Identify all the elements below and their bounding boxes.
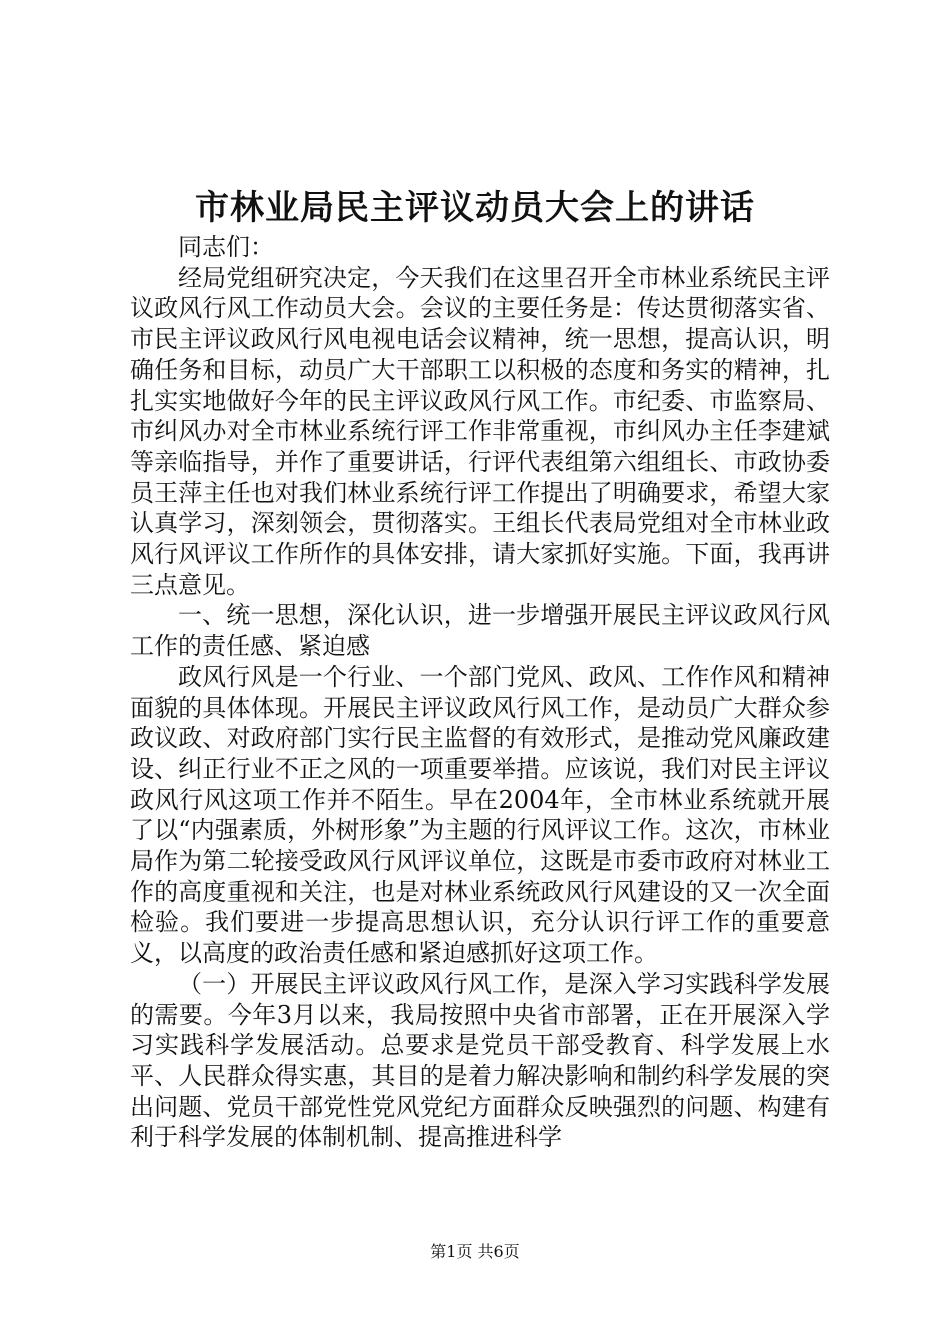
paragraph-subsection-1: （一）开展民主评议政风行风工作，是深入学习实践科学发展的需要。今年3月以来，我局按照中央省市部署，正在开展深入学习实践科学发展活动。总要求是党员干部受教育、科学发展上水平、人民群众得实惠，其目的是着力解决影响和制约科学发展的突出问题、党员干部党性党风党纪方面群众反映强烈的问题、构建有利于科学发展的体制机制、提高推进科学 [130, 969, 830, 1152]
page-number-footer: 第1页 共6页 [430, 1242, 520, 1261]
paragraph-section-1: 政风行风是一个行业、一个部门党风、政风、工作作风和精神面貌的具体体现。开展民主评议政风行风工作，是动员广大群众参政议政、对政府部门实行民主监督的有效形式，是推动党风廉政建设、纠正行业不正之风的一项重要举措。应该说，我们对民主评议政风行风这项工作并不陌生。早在2004年，全市林业系统就开展了以“内强素质，外树形象”为主题的行风评议工作。这次，市林业局作为第二轮接受政风行风评议单位，这既是市委市政府对林业工作的高度重视和关注，也是对林业系统政风行风建设的又一次全面检验。我们要进一步提高思想认识，充分认识行评工作的重要意义，以高度的政治责任感和紧迫感抓好这项工作。 [130, 662, 830, 968]
paragraph-intro: 经局党组研究决定，今天我们在这里召开全市林业系统民主评议政风行风工作动员大会。会议的主要任务是：传达贯彻落实省、市民主评议政风行风电视电话会议精神，统一思想，提高认识，明确任务和目标，动员广大干部职工以积极的态度和务实的精神，扎扎实实地做好今年的民主评议政风行风工作。市纪委、市监察局、市纠风办对全市林业系统行评工作非常重视，市纠风办主任李建斌等亲临指导，并作了重要讲话，行评代表组第六组组长、市政协委员王萍主任也对我们林业系统行评工作提出了明确要求，希望大家认真学习，深刻领会，贯彻落实。王组长代表局党组对全市林业政风行风评议工作所作的具体安排，请大家抓好实施。下面，我再讲三点意见。 [130, 263, 830, 599]
document-title: 市林业局民主评议动员大会上的讲话 [195, 188, 755, 228]
salutation: 同志们： [178, 233, 274, 261]
section-heading-1: 一、统一思想，深化认识，进一步增强开展民主评议政风行风工作的责任感、紧迫感 [130, 601, 830, 661]
document-body [130, 232, 830, 1153]
